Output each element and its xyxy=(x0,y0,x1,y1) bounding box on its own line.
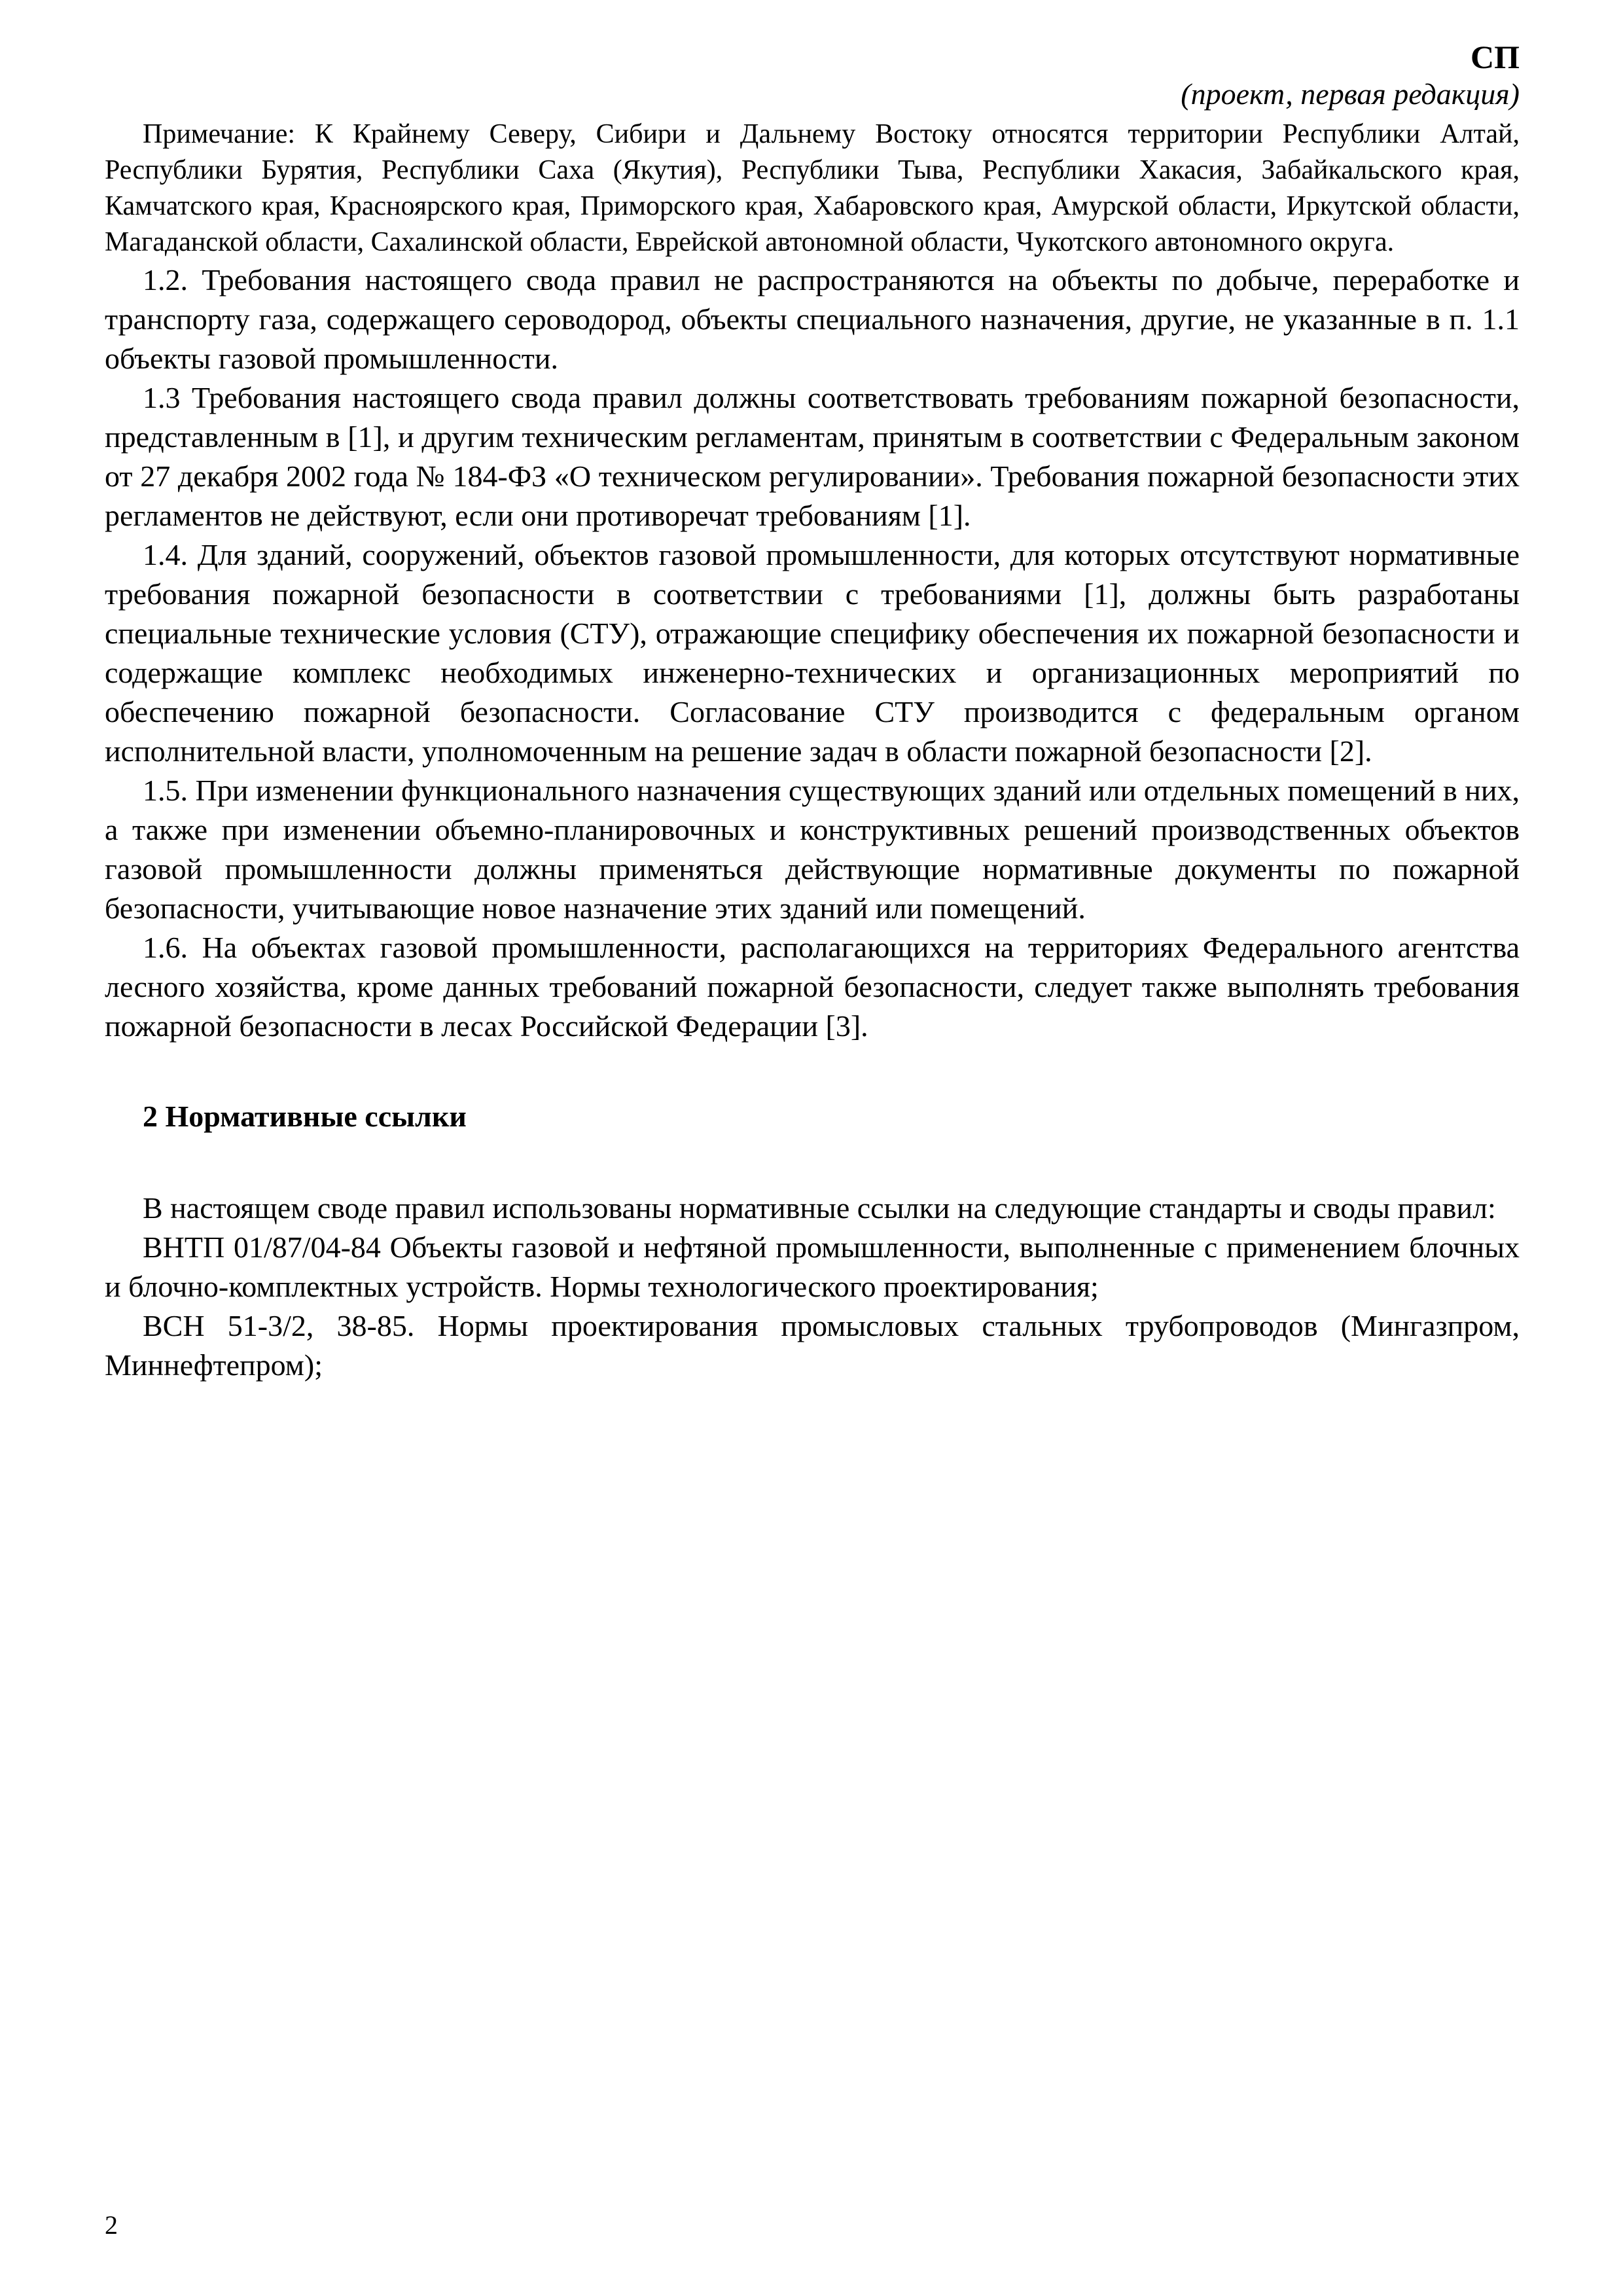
section-heading-normative-references: 2 Нормативные ссылки xyxy=(143,1100,467,1133)
doc-code: СП xyxy=(1471,39,1520,75)
paragraph-1-2: 1.2. Требования настоящего свода правил не распространяются на объекты по добыче, переработке и транспорту газа, содержащего сероводород, объекты специального назначения, другие, не указанные в п. 1.1 объекты газовой промышленности. xyxy=(105,263,1520,375)
paragraph-1-5: 1.5. При изменении функционального назначения существующих зданий или отдельных помещений в них, а также при изменении объемно-планировочных и конструктивных решений производственных объектов газовой промышленности должны применяться действующие нормативные документы по пожарной безопасности, учитывающие новое назначение этих зданий или помещений. xyxy=(105,774,1520,925)
reference-item-vntp: ВНТП 01/87/04-84 Объекты газовой и нефтяной промышленности, выполненные с применением блочных и блочно-комплектных устройств. Нормы технологического проектирования; xyxy=(105,1230,1520,1303)
references-intro-paragraph: В настоящем своде правил использованы нормативные ссылки на следующие стандарты и своды правил: xyxy=(143,1191,1496,1225)
page-number: 2 xyxy=(105,2210,118,2240)
edition-note: (проект, первая редакция) xyxy=(1181,77,1520,111)
paragraph-1-6: 1.6. На объектах газовой промышленности, располагающихся на территориях Федерального агентства лесного хозяйства, кроме данных требований пожарной безопасности, следует также выполнять требования пожарной безопасности в лесах Российской Федерации [3]. xyxy=(105,931,1520,1043)
paragraph-1-3: 1.3 Требования настоящего свода правил должны соответствовать требованиям пожарной безопасности, представленным в [1], и другим техническим регламентам, принятым в соответствии с Федеральным законом от 27 декабря 2002 года № 184-ФЗ «О техническом регулировании». Требования пожарной безопасности этих регламентов не действуют, если они противоречат требованиям [1]. xyxy=(105,381,1520,532)
note-paragraph: Примечание: К Крайнему Северу, Сибири и Дальнему Востоку относятся территории Республики Алтай, Республики Бурятия, Республики Саха (Якутия), Республики Тыва, Республики Хакасия, Забайкальского края, Камчатского края, Красноярского края, Приморского края, Хабаровского края, Амурской области, Иркутской области, Магаданской области, Сахалинской области, Еврейской автономной области, Чукотского автономного округа. xyxy=(105,119,1520,257)
paragraph-1-4: 1.4. Для зданий, сооружений, объектов газовой промышленности, для которых отсутствуют нормативные требования пожарной безопасности в соответствии с требованиями [1], должны быть разработаны специальные технические условия (СТУ), отражающие специфику обеспечения их пожарной безопасности и содержащие комплекс необходимых инженерно-технических и организационных мероприятий по обеспечению пожарной безопасности. Согласование СТУ производится с федеральным органом исполнительной власти, уполномоченным на решение задач в области пожарной безопасности [2]. xyxy=(105,538,1520,768)
reference-item-vsn: ВСН 51-3/2, 38-85. Нормы проектирования промысловых стальных трубопроводов (Мингазпром, Миннефтепром); xyxy=(105,1309,1520,1382)
